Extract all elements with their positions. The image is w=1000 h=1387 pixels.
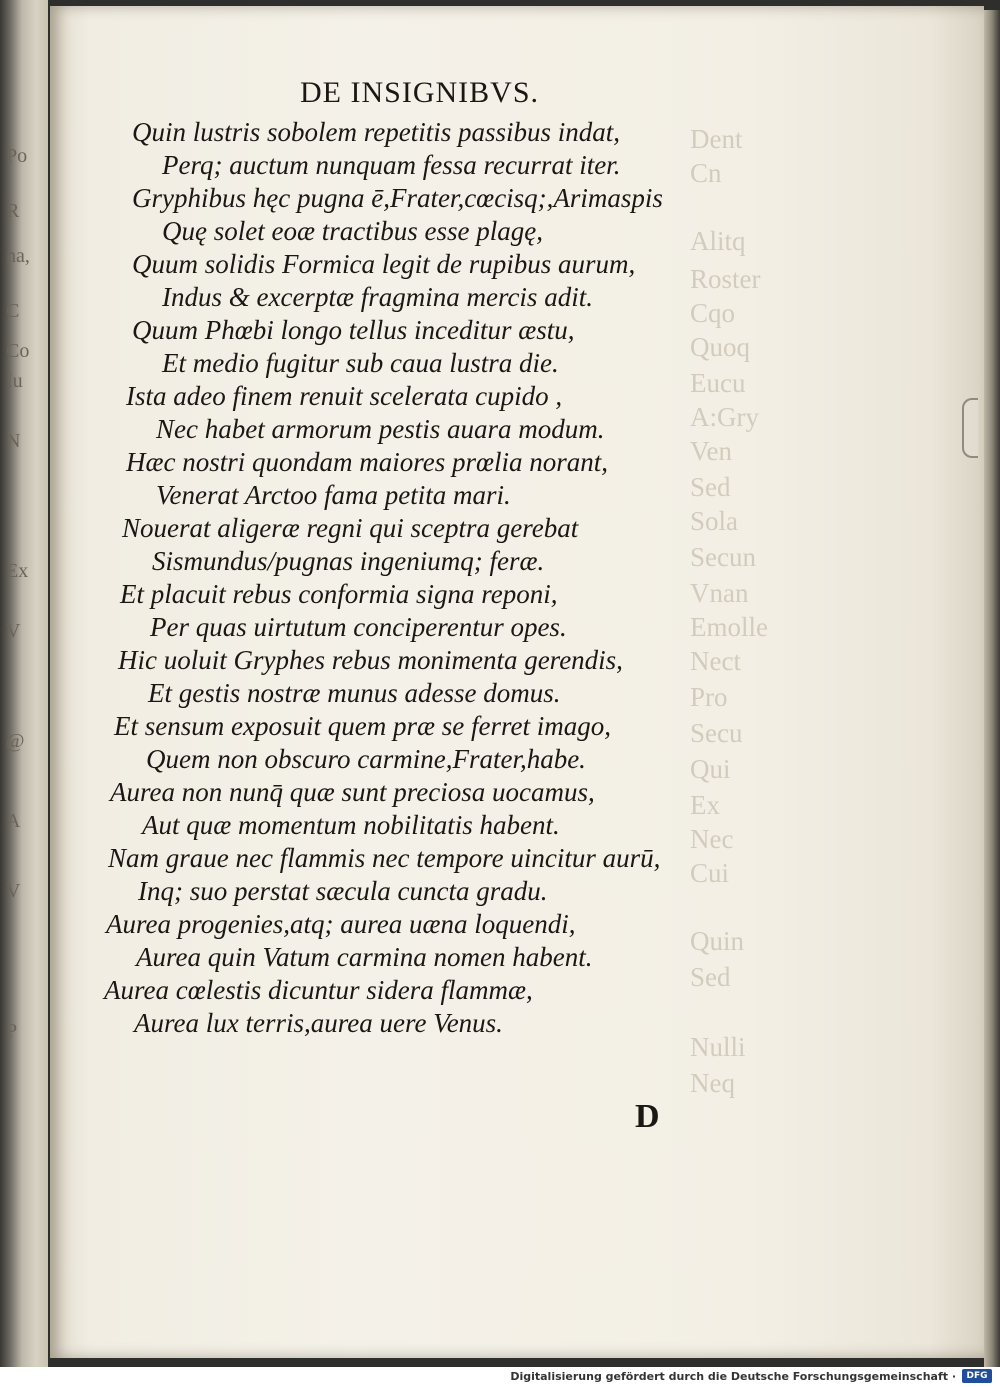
left-page-edge <box>0 0 48 1367</box>
verse-line: Gryphibus hęc pugna ē,Frater,cœcisq;,Arimaspis <box>132 183 663 213</box>
verse-line: Aurea non nunq̄ quæ sunt preciosa uocamus, <box>110 777 595 807</box>
dfg-logo-icon: DFG <box>962 1369 992 1383</box>
verse-line: Et medio fugitur sub caua lustra die. <box>162 348 559 378</box>
funding-notice: Digitalisierung gefördert durch die Deutsche Forschungsgemeinschaft · <box>510 1370 956 1383</box>
verse-line: Per quas uirtutum conciperentur opes. <box>150 612 567 642</box>
signature-mark: D <box>635 1098 660 1135</box>
funding-footer <box>0 1367 1000 1387</box>
verse-line: Nouerat aligeræ regni qui sceptra gerebat <box>122 513 579 543</box>
verse-line: Quę solet eoæ tractibus esse plagę, <box>162 216 543 246</box>
verse-line: Et gestis nostræ munus adesse domus. <box>148 678 561 708</box>
verse-line: Inq; suo perstat sæcula cuncta gradu. <box>138 876 548 906</box>
verse-line: Quum solidis Formica legit de rupibus aurum, <box>132 249 636 279</box>
verse-line: Quum Phœbi longo tellus inceditur æstu, <box>132 315 575 345</box>
verse-line: Hæc nostri quondam maiores prœlia norant, <box>126 447 609 477</box>
verse-line: Et sensum exposuit quem præ se ferret imago, <box>114 711 611 741</box>
verse-line: Ista adeo finem renuit scelerata cupido , <box>126 381 563 411</box>
verse-line: Quin lustris sobolem repetitis passibus indat, <box>132 117 621 147</box>
page-heading: DE INSIGNIBVS. <box>300 76 539 109</box>
page-clip <box>962 398 978 458</box>
verse-line: Venerat Arctoo fama petita mari. <box>156 480 511 510</box>
reverse-side-show-through: Dent Cn Alitq Roster Cqo Quoq Eucu A:Gry Ven Sed Sola Secun Vnan Emolle Nect Pro Secu Qui Ex Nec Cui Quin Sed Nulli Neq <box>690 124 768 1098</box>
verse-line: Perq; auctum nunquam fessa recurrat iter. <box>162 150 621 180</box>
verse-line: Sismundus/pugnas ingeniumq; feræ. <box>152 546 545 576</box>
verse-line: Indus & excerptæ fragmina mercis adit. <box>162 282 593 312</box>
verse-line: Quem non obscuro carmine,Frater,habe. <box>146 744 586 774</box>
verse-line: Aurea quin Vatum carmina nomen habent. <box>136 942 593 972</box>
verse-line: Et placuit rebus conformia signa reponi, <box>120 579 558 609</box>
verse-line: Nec habet armorum pestis auara modum. <box>156 414 605 444</box>
verse-line: Nam graue nec flammis nec tempore uincitur aurū, <box>108 843 661 873</box>
book-page <box>50 6 984 1358</box>
page-text <box>50 6 984 1358</box>
verse-line: Aurea lux terris,aurea uere Venus. <box>134 1008 503 1038</box>
page-right-edge <box>984 10 1000 1367</box>
verse-line: Aurea cœlestis dicuntur sidera flammæ, <box>104 975 533 1005</box>
verse-line: Aut quæ momentum nobilitatis habent. <box>142 810 560 840</box>
verse-line: Aurea progenies,atq; aurea uæna loquendi, <box>106 909 576 939</box>
verse-line: Hic uoluit Gryphes rebus monimenta gerendis, <box>118 645 623 675</box>
left-page-fragments: Po R na, C Co Iu N Ex V @ A V P <box>6 145 30 1042</box>
